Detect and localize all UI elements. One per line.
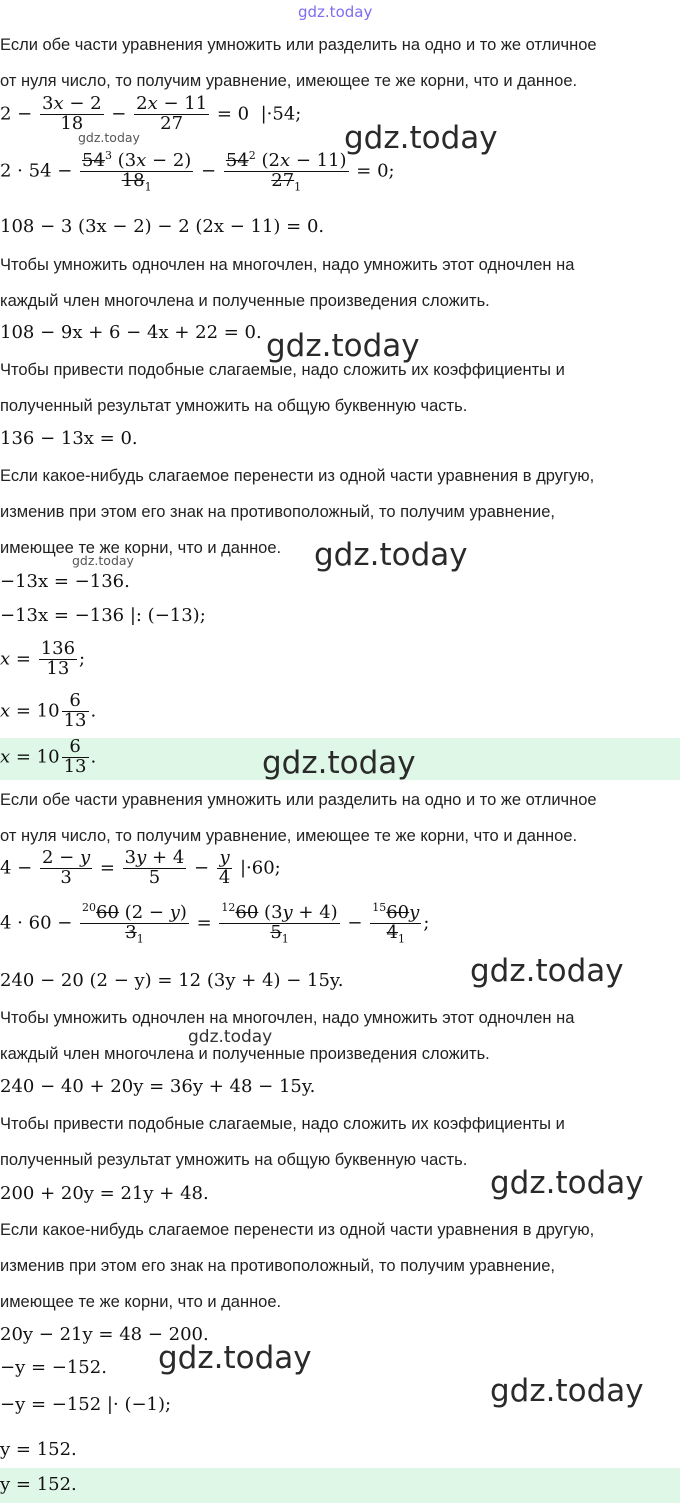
eq-2-1: 4 − $\frac{2 - y}{3}$ = $\frac{3y + 4}{5}$ − $\frac{y}{4}$ |·60; — [0, 847, 281, 888]
answer-2: y = 152. — [0, 1474, 77, 1495]
eq-2-3: 240 − 20 (2 − y) = 12 (3y + 4) − 15y. — [0, 970, 344, 991]
eq-1-2: 2 · 54 − $\frac{54^3 (3x - 2)}{18_1}$ − $\frac{54^2 (2x - 11)}{27_1}$ = 0; — [0, 149, 395, 194]
eq-2-7: −y = −152. — [0, 1357, 107, 1378]
eq-2-2: 4 · 60 − $\frac{^{20}60 (2 - y)}{3_1}$ = $\frac{^{12}60 (3y + 4)}{5_1}$ − $\frac{^{15}60y}{4_1}$ ; — [0, 901, 430, 946]
rule-move-b-2: изменив при этом его знак на противоположный, то получим уравнение, — [0, 1257, 556, 1275]
rule-like-2: полученный результат умножить на общую буквенную часть. — [0, 397, 468, 415]
rule-move-2: изменив при этом его знак на противоположный, то получим уравнение, — [0, 503, 556, 521]
eq-1-6: −13x = −136. — [0, 571, 130, 592]
eq-2-6: 20y − 21y = 48 − 200. — [0, 1324, 209, 1345]
eq-1-5: 136 − 13x = 0. — [0, 428, 138, 449]
rule-equal-2: от нуля число, то получим уравнение, имеющее те же корни, что и данное. — [0, 72, 578, 90]
eq-1-3: 108 − 3 (3x − 2) − 2 (2x − 11) = 0. — [0, 216, 325, 237]
rule-mult-2: каждый член многочлена и полученные произведения сложить. — [0, 292, 490, 310]
watermark-1: gdz.today — [344, 120, 498, 156]
eq-1-4: 108 − 9x + 6 − 4x + 22 = 0. — [0, 322, 262, 343]
watermark-small-3: gdz.today — [188, 1027, 273, 1047]
eq-2-8: −y = −152 |· (−1); — [0, 1394, 172, 1415]
rule-like-b-2: полученный результат умножить на общую буквенную часть. — [0, 1151, 468, 1169]
eq-1-8: x = $\frac{136}{13}$ ; — [0, 638, 86, 679]
watermark-small-1: gdz.today — [78, 130, 140, 145]
rule-like: Чтобы привести подобные слагаемые, надо сложить их коэффициенты и — [0, 361, 565, 379]
watermark-top: gdz.today — [298, 3, 373, 21]
rule-mult: Чтобы умножить одночлен на многочлен, надо умножить этот одночлен на — [0, 256, 575, 274]
watermark-4: gdz.today — [262, 745, 416, 781]
eq-2-5: 200 + 20y = 21y + 48. — [0, 1183, 209, 1204]
watermark-6: gdz.today — [490, 1165, 644, 1201]
watermark-8: gdz.today — [490, 1373, 644, 1409]
watermark-3: gdz.today — [314, 537, 468, 573]
rule-equal: Если обе части уравнения умножить или разделить на одно и то же отличное — [0, 36, 597, 54]
watermark-2: gdz.today — [266, 328, 420, 364]
rule-move: Если какое-нибудь слагаемое перенести из одной части уравнения в другую, — [0, 467, 595, 485]
rule-equal-b-2: от нуля число, то получим уравнение, имеющее те же корни, что и данное. — [0, 827, 578, 845]
rule-like-b: Чтобы привести подобные слагаемые, надо сложить их коэффициенты и — [0, 1115, 565, 1133]
answer-highlight-2 — [0, 1468, 680, 1503]
answer-1: x = 10 $\frac{6}{13}$ . — [0, 738, 97, 777]
eq-1-1: 2 − $\frac{3x - 2}{18}$ − $\frac{2x - 11}{27}$ = 0 |·54; — [0, 93, 302, 134]
rule-move-b: Если какое-нибудь слагаемое перенести из одной части уравнения в другую, — [0, 1221, 595, 1239]
rule-equal-b: Если обе части уравнения умножить или разделить на одно и то же отличное — [0, 791, 597, 809]
eq-2-4: 240 − 40 + 20y = 36y + 48 − 15y. — [0, 1076, 316, 1097]
rule-mult-b: Чтобы умножить одночлен на многочлен, надо умножить этот одночлен на — [0, 1009, 575, 1027]
eq-2-9: y = 152. — [0, 1439, 77, 1460]
watermark-7: gdz.today — [158, 1340, 312, 1376]
eq-1-7: −13x = −136 |: (−13); — [0, 605, 206, 626]
watermark-5: gdz.today — [470, 953, 624, 989]
eq-1-9: x = 10 $\frac{6}{13}$ . — [0, 690, 97, 731]
watermark-small-2: gdz.today — [72, 553, 134, 568]
rule-move-b-3: имеющее те же корни, что и данное. — [0, 1293, 282, 1311]
rule-move-3: имеющее те же корни, что и данное. — [0, 539, 282, 557]
rule-mult-b-2: каждый член многочлена и полученные произведения сложить. — [0, 1045, 490, 1063]
